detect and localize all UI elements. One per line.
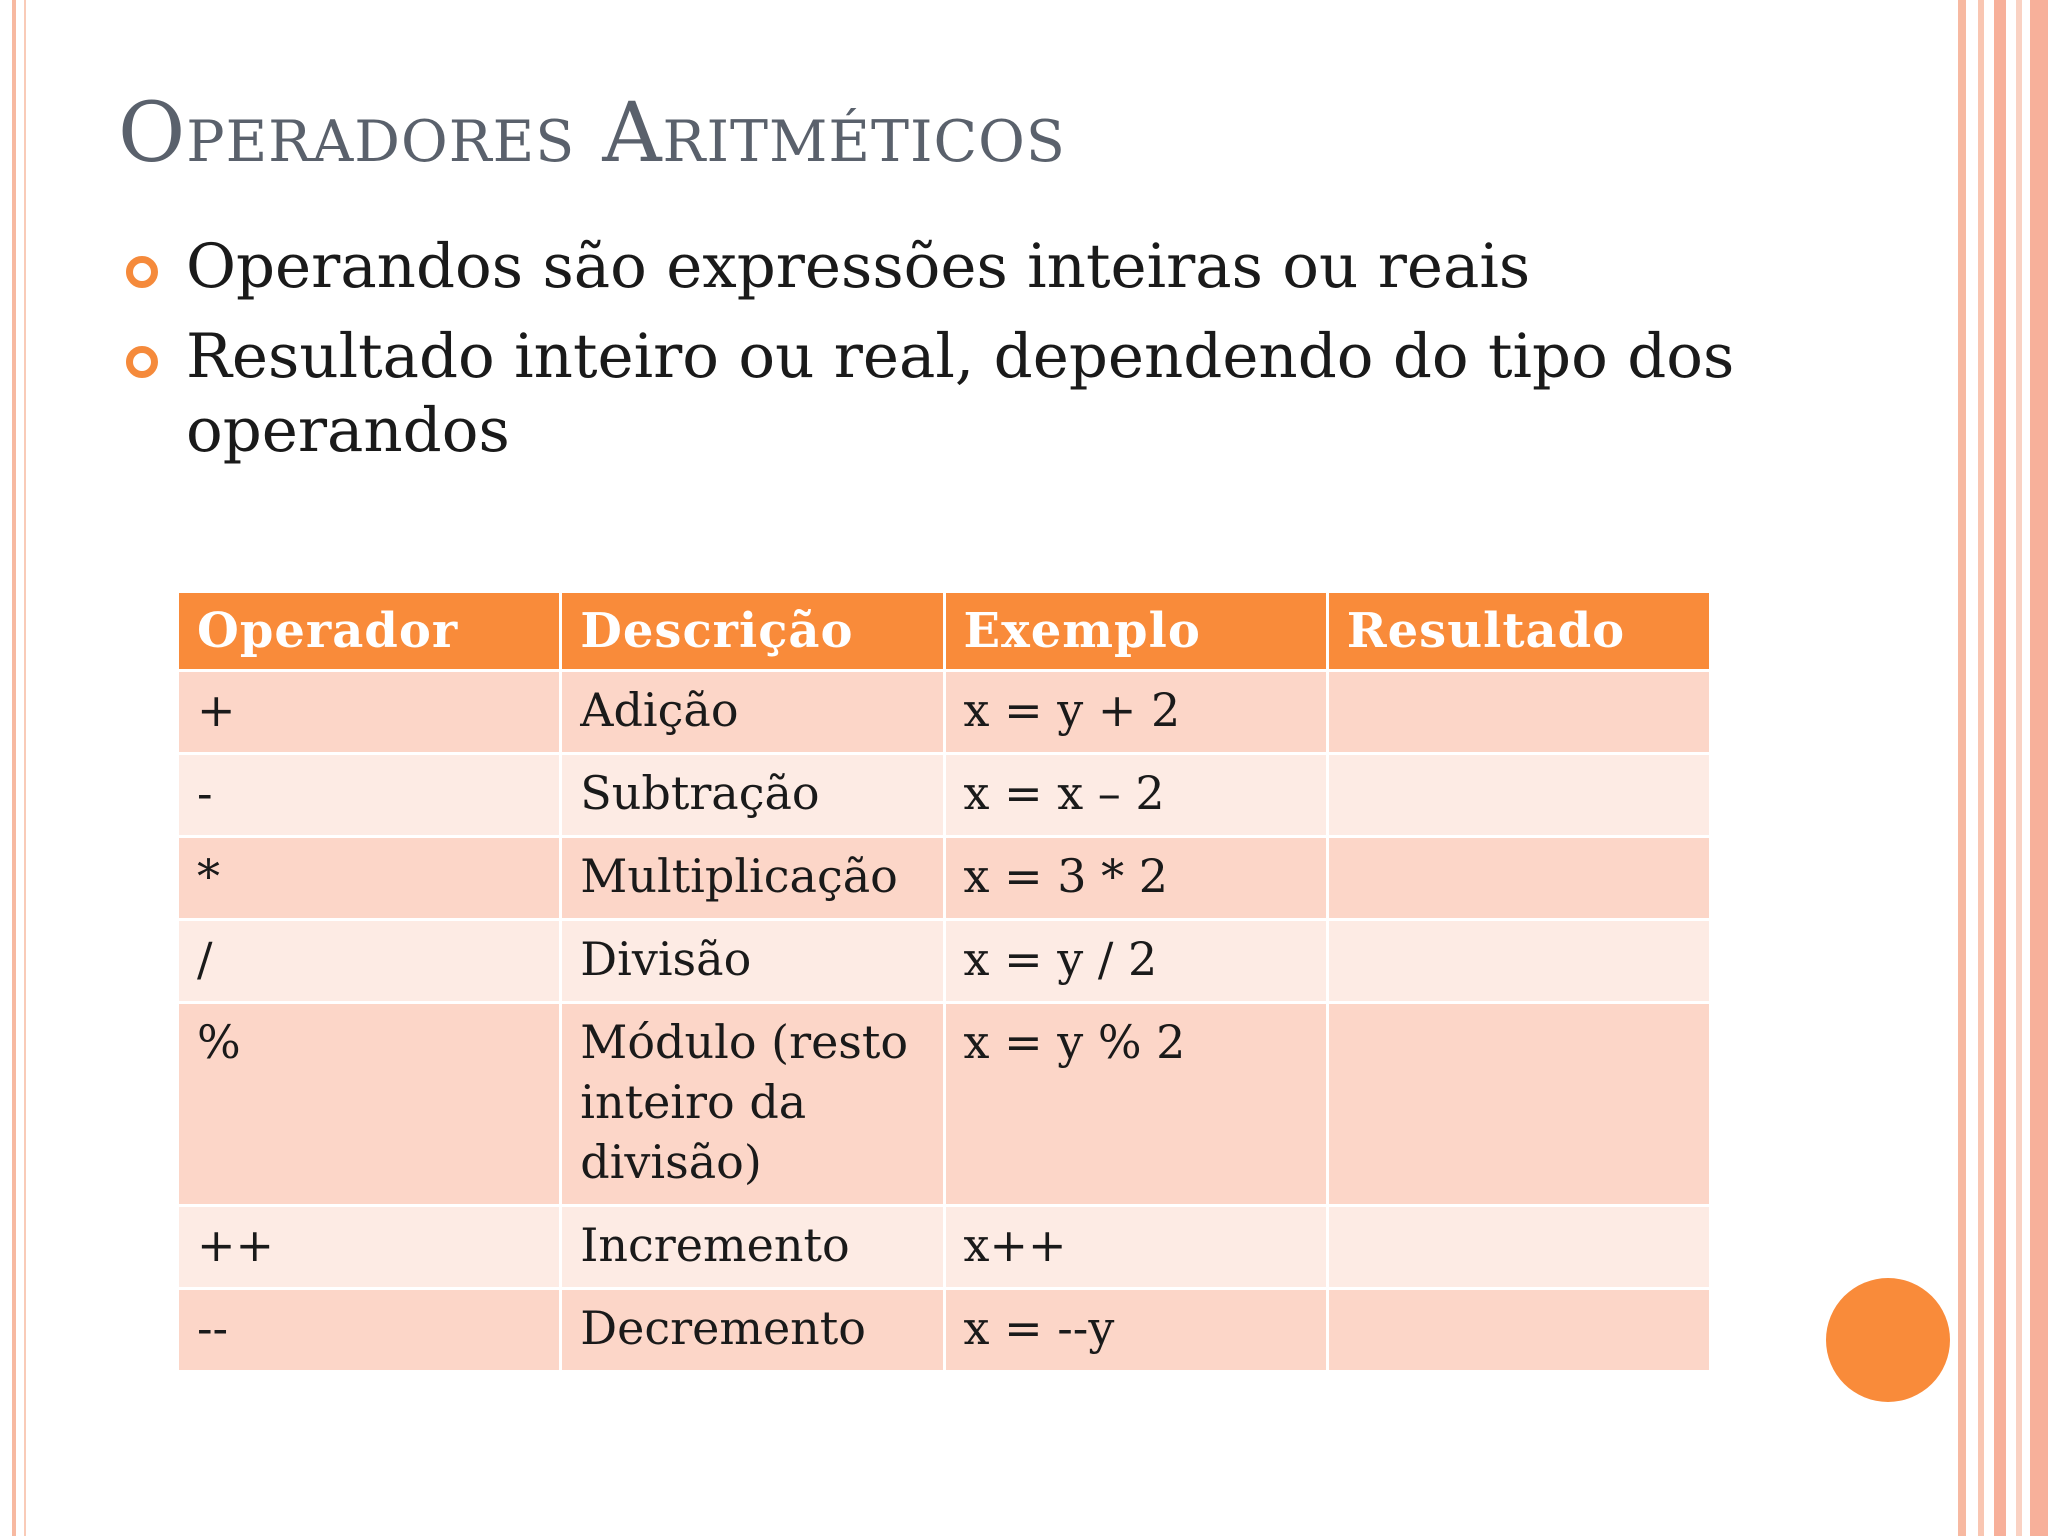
- frame-line-right: [1958, 0, 1966, 1536]
- cell-operator: --: [179, 1290, 559, 1370]
- cell-result: [1329, 838, 1709, 918]
- cell-description: Decremento: [562, 1290, 942, 1370]
- cell-operator: ++: [179, 1207, 559, 1287]
- table-row: [179, 1290, 1709, 1370]
- bullet-list: [120, 230, 1820, 484]
- table-row: [179, 1004, 1709, 1204]
- header-exemplo: Exemplo: [946, 593, 1326, 669]
- cell-description: Módulo (resto inteiro da divisão): [562, 1004, 942, 1204]
- frame-line-left: [12, 0, 16, 1536]
- header-descricao: Descrição: [562, 593, 942, 669]
- table-row: [179, 838, 1709, 918]
- cell-operator: %: [179, 1004, 559, 1204]
- cell-operator: /: [179, 921, 559, 1001]
- table-row: [179, 672, 1709, 752]
- cell-example: x++: [946, 1207, 1326, 1287]
- cell-description: Adição: [562, 672, 942, 752]
- frame-line-right: [2030, 0, 2048, 1536]
- bullet-text: Resultado inteiro ou real, dependendo do tipo dos operandos: [186, 321, 1735, 466]
- orange-circle-decoration: [1826, 1278, 1950, 1402]
- cell-result: [1329, 1004, 1709, 1204]
- cell-operator: +: [179, 672, 559, 752]
- cell-example: x = y % 2: [946, 1004, 1326, 1204]
- frame-line-right: [1978, 0, 1984, 1536]
- table-header-row: [179, 593, 1709, 669]
- cell-description: Incremento: [562, 1207, 942, 1287]
- frame-line-left-inner: [24, 0, 26, 1536]
- cell-result: [1329, 1290, 1709, 1370]
- header-operador: Operador: [179, 593, 559, 669]
- cell-example: x = 3 * 2: [946, 838, 1326, 918]
- cell-description: Divisão: [562, 921, 942, 1001]
- frame-line-right: [2016, 0, 2022, 1536]
- cell-description: Multiplicação: [562, 838, 942, 918]
- cell-result: [1329, 1207, 1709, 1287]
- frame-line-right: [1994, 0, 2006, 1536]
- operators-table: [176, 590, 1712, 1373]
- slide-title: Operadores Aritméticos: [118, 86, 1066, 181]
- table-row: [179, 755, 1709, 835]
- cell-description: Subtração: [562, 755, 942, 835]
- cell-example: x = y / 2: [946, 921, 1326, 1001]
- bullet-item: [120, 230, 1820, 304]
- cell-example: x = x – 2: [946, 755, 1326, 835]
- cell-example: x = y + 2: [946, 672, 1326, 752]
- table-row: [179, 921, 1709, 1001]
- cell-result: [1329, 672, 1709, 752]
- hollow-circle-bullet-icon: [126, 346, 158, 378]
- table-row: [179, 1207, 1709, 1287]
- cell-operator: -: [179, 755, 559, 835]
- cell-example: x = --y: [946, 1290, 1326, 1370]
- cell-result: [1329, 755, 1709, 835]
- bullet-text: Operandos são expressões inteiras ou reais: [186, 231, 1531, 302]
- header-resultado: Resultado: [1329, 593, 1709, 669]
- cell-operator: *: [179, 838, 559, 918]
- bullet-item: [120, 320, 1820, 468]
- hollow-circle-bullet-icon: [126, 256, 158, 288]
- cell-result: [1329, 921, 1709, 1001]
